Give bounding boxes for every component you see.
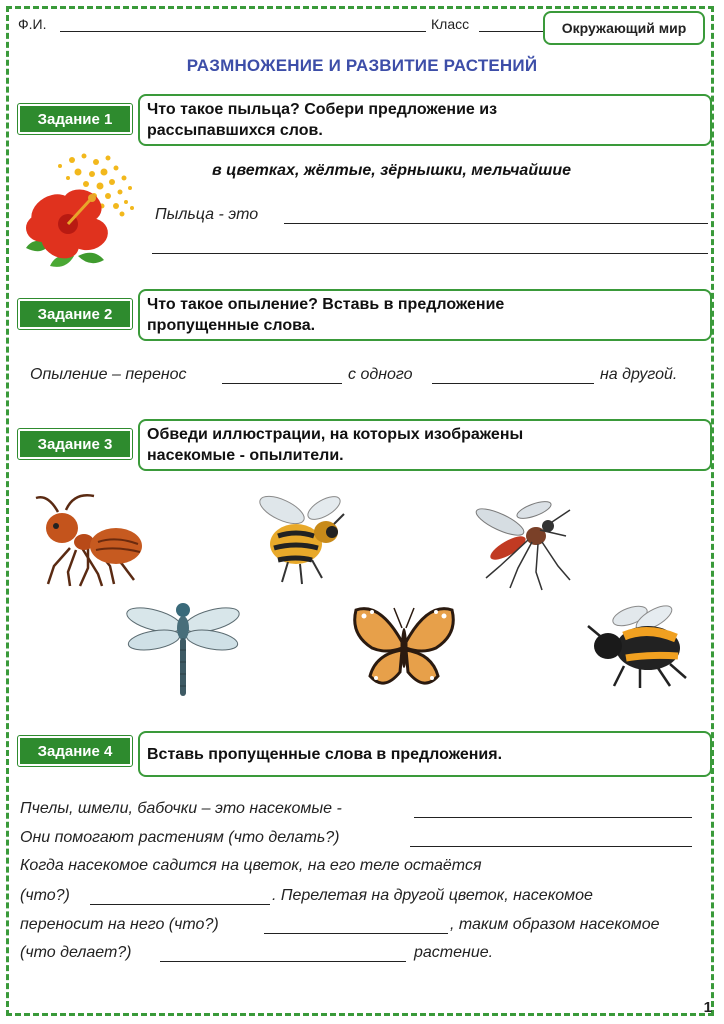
task-4-blank-3[interactable] <box>90 904 270 905</box>
task-2-question-line2: пропущенные слова. <box>147 317 316 334</box>
task-4-line-2: Они помогают растениям (что делать?) <box>20 829 340 846</box>
task-3-label: Задание 3 <box>18 429 132 459</box>
task-1-words: в цветках, жёлтые, зёрнышки, мельчайшие <box>212 162 571 179</box>
hibiscus-flower-icon <box>12 148 144 276</box>
page-number: 1 <box>703 999 712 1016</box>
page-title: РАЗМНОЖЕНИЕ И РАЗВИТИЕ РАСТЕНИЙ <box>186 56 538 75</box>
task-4-line-4a: (что?) <box>20 887 70 904</box>
bee-icon[interactable] <box>248 488 352 588</box>
class-field[interactable] <box>479 31 543 32</box>
task-2-sentence-part1: Опыление – перенос <box>30 366 187 383</box>
task-4-line-1: Пчелы, шмели, бабочки – это насекомые - <box>20 800 342 817</box>
task-1-question-line1: Что такое пыльца? Собери предложение из <box>147 101 498 118</box>
task-1-label: Задание 1 <box>18 104 132 134</box>
task-3-question-line1: Обведи иллюстрации, на которых изображены <box>147 426 524 443</box>
task-4-blank-1[interactable] <box>414 817 692 818</box>
task-1-answer-line-1[interactable] <box>284 223 708 224</box>
butterfly-icon[interactable] <box>350 598 458 694</box>
task-4-question-line1: Вставь пропущенные слова в предложения. <box>147 746 503 763</box>
task-4-blank-4[interactable] <box>264 933 448 934</box>
task-3-question-line2: насекомые - опылители. <box>147 447 344 464</box>
task-2-blank-2[interactable] <box>432 383 594 384</box>
task-2-blank-1[interactable] <box>222 383 342 384</box>
task-4-line-3: Когда насекомое садится на цветок, на его теле остаётся <box>20 857 482 874</box>
task-1-prompt: Пыльца - это <box>155 206 259 223</box>
task-2-label: Задание 2 <box>18 299 132 329</box>
task-4-line-5b: , таким образом насекомое <box>450 916 660 933</box>
ant-icon[interactable] <box>18 486 154 590</box>
task-4-line-4b: . Перелетая на другой цветок, насекомое <box>272 887 593 904</box>
dragonfly-icon[interactable] <box>124 594 242 700</box>
name-label: Ф.И. <box>18 16 47 32</box>
subject-badge: Окружающий мир <box>543 11 705 45</box>
task-1-question-line2: рассыпавшихся слов. <box>147 122 323 139</box>
mosquito-icon[interactable] <box>470 496 574 592</box>
task-4-blank-2[interactable] <box>410 846 692 847</box>
task-4-label: Задание 4 <box>18 736 132 766</box>
bumblebee-icon[interactable] <box>580 596 690 692</box>
class-label: Класс <box>431 16 470 32</box>
task-1-answer-line-2[interactable] <box>152 253 708 254</box>
task-4-line-6a: (что делает?) <box>20 944 132 961</box>
name-field[interactable] <box>60 31 426 32</box>
task-2-sentence-part3: на другой. <box>600 366 678 383</box>
task-2-sentence-part2: с одного <box>348 366 413 383</box>
task-4-line-5a: переносит на него (что?) <box>20 916 219 933</box>
task-4-line-6b: растение. <box>414 944 494 961</box>
task-2-question-line1: Что такое опыление? Вставь в предложение <box>147 296 505 313</box>
task-4-blank-5[interactable] <box>160 961 406 962</box>
